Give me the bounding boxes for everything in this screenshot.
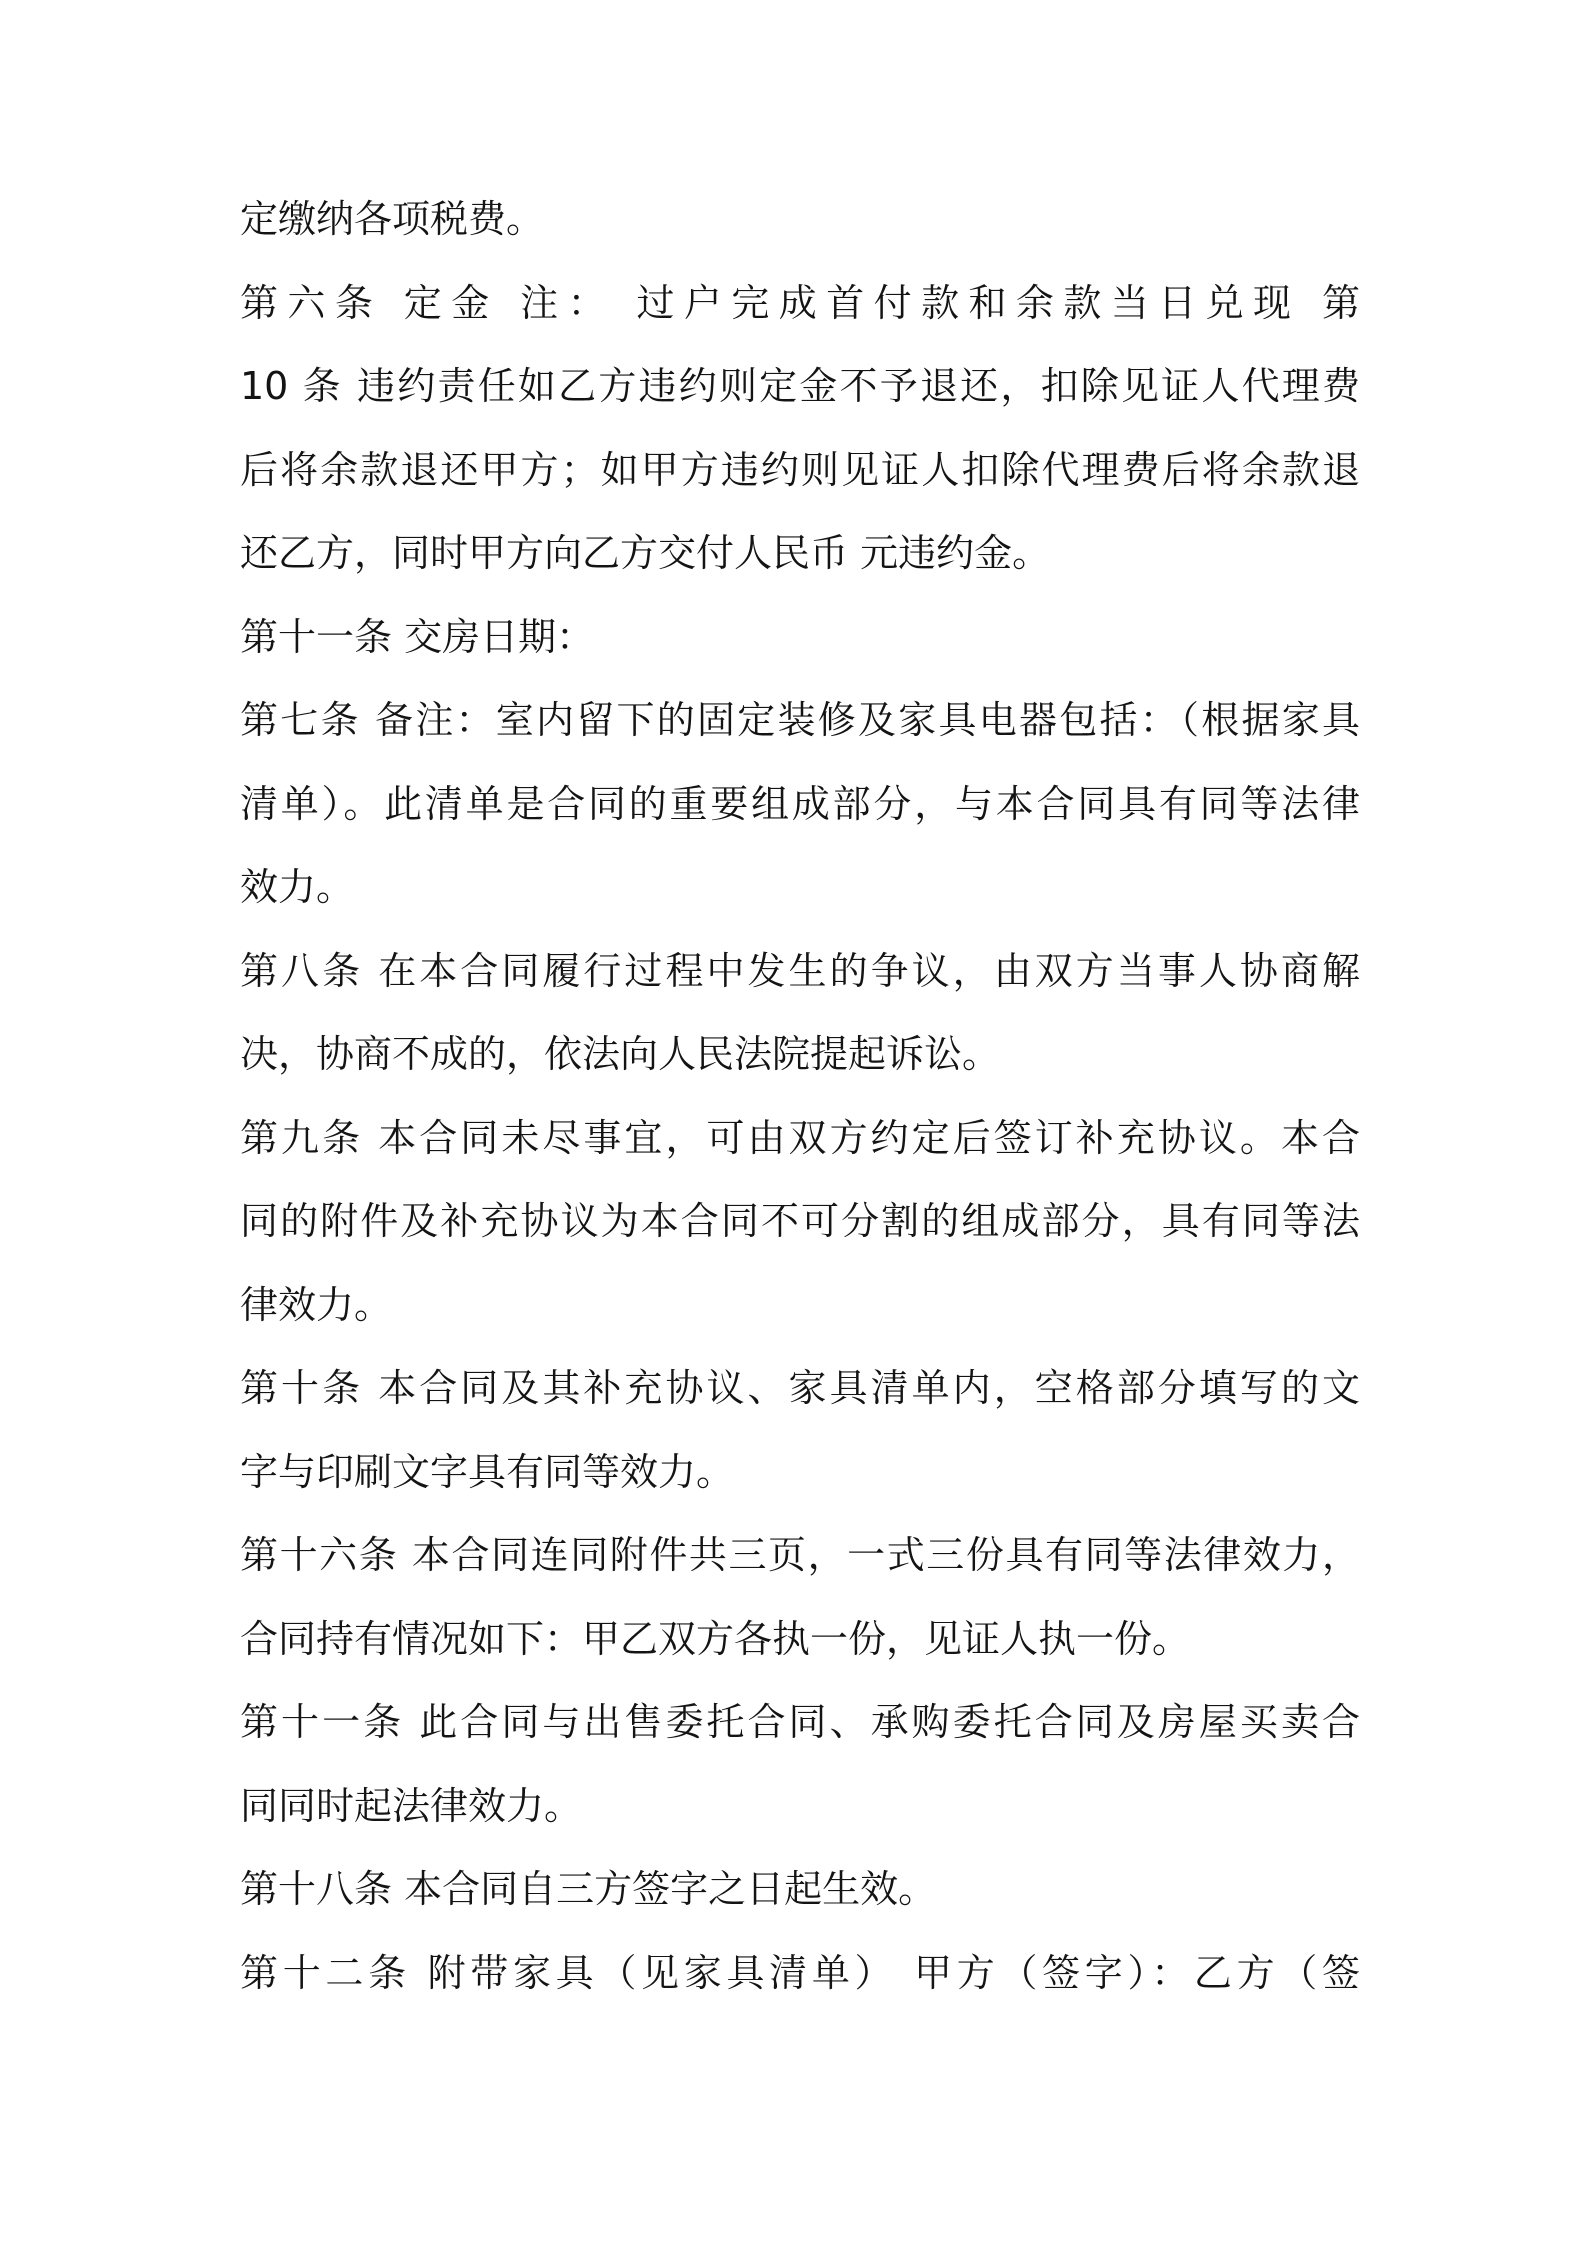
text-line: 效力。 (240, 865, 355, 909)
text-line: 定缴纳各项税费。 (240, 197, 545, 241)
text-line: 第九条 本合同未尽事宜，可由双方约定后签订补充协议。本合 (240, 1115, 1360, 1160)
text-line: 律效力。 (240, 1282, 393, 1327)
text-line: 同的附件及补充协议为本合同不可分割的组成部分，具有同等法 (240, 1199, 1360, 1243)
text-line: 字与印刷文字具有同等效力。 (240, 1449, 735, 1494)
text-line: 合同持有情况如下：甲乙双方各执一份，见证人执一份。 (240, 1616, 1191, 1661)
text-line: 清单）。此清单是合同的重要组成部分，与本合同具有同等法律 (240, 781, 1360, 826)
text-line: 第十一条 交房日期： (240, 614, 595, 659)
text-line: 第十六条 本合同连同附件共三页，一式三份具有同等法律效力， (240, 1533, 1360, 1577)
text-line: 第十二条 附带家具（见家具清单） 甲方（签字）：乙方（签 (240, 1950, 1360, 1995)
text-line: 第六条 定金 注： 过户完成首付款和余款当日兑现 第 (240, 280, 1360, 325)
text-line: 同同时起法律效力。 (240, 1783, 583, 1828)
text-line: 第十一条 此合同与出售委托合同、承购委托合同及房屋买卖合 (240, 1700, 1360, 1744)
text-line: 第八条 在本合同履行过程中发生的争议，由双方当事人协商解 (240, 948, 1360, 993)
text-line: 还乙方，同时甲方向乙方交付人民币 元违约金。 (240, 531, 1051, 575)
text-line: 第七条 备注：室内留下的固定装修及家具电器包括：（根据家具 (240, 698, 1360, 742)
text-line: 10 条 违约责任如乙方违约则定金不予退还，扣除见证人代理费 (240, 364, 1360, 408)
text-line: 后将余款退还甲方；如甲方违约则见证人扣除代理费后将余款退 (240, 447, 1360, 492)
text-line: 第十条 本合同及其补充协议、家具清单内，空格部分填写的文 (240, 1366, 1360, 1410)
contract-text (240, 178, 1360, 2015)
text-line: 决，协商不成的，依法向人民法院提起诉讼。 (240, 1032, 1001, 1076)
text-line: 第十八条 本合同自三方签字之日起生效。 (240, 1867, 937, 1911)
